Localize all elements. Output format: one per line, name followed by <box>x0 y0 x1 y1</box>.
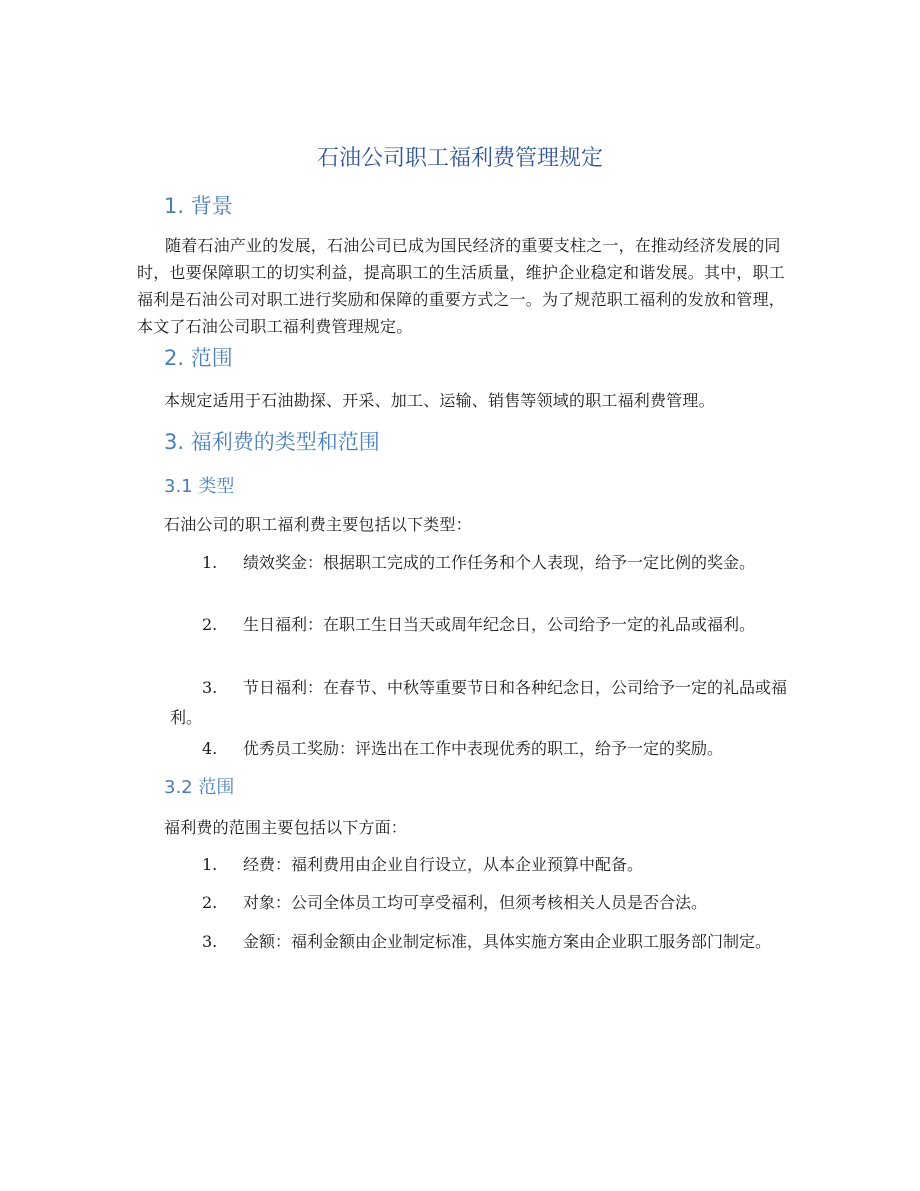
list-item-text: 优秀员工奖励：评选出在工作中表现优秀的职工，给予一定的奖励。 <box>243 739 724 758</box>
subsection-heading-types: 3.1 类型 <box>164 476 235 497</box>
list-item-number: 3. <box>202 932 218 951</box>
list-item <box>170 888 791 918</box>
scope-paragraph: 本规定适用于石油勘探、开采、加工、运输、销售等领域的职工福利费管理。 <box>164 391 715 410</box>
list-item-text: 经费：福利费用由企业自行设立，从本企业预算中配备。 <box>243 855 644 874</box>
list-item-text: 对象：公司全体员工均可享受福利，但须考核相关人员是否合法。 <box>243 893 708 912</box>
document-title: 石油公司职工福利费管理规定 <box>316 146 603 171</box>
types-intro: 石油公司的职工福利费主要包括以下类型： <box>164 515 472 534</box>
list-item-text: 绩效奖金：根据职工完成的工作任务和个人表现，给予一定比例的奖金。 <box>243 553 756 572</box>
list-item-number: 2. <box>202 893 218 912</box>
list-item <box>170 927 791 957</box>
list-item-text: 节日福利：在春节、中秋等重要节日和各种纪念日，公司给予一定的礼品或福利。 <box>170 678 788 727</box>
list-item <box>170 734 791 764</box>
list-item-text: 金额：福利金额由企业制定标准，具体实施方案由企业职工服务部门制定。 <box>243 932 772 951</box>
list-item-number: 1. <box>202 553 218 572</box>
list-item <box>170 850 791 880</box>
list-item-text: 生日福利：在职工生日当天或周年纪念日，公司给予一定的礼品或福利。 <box>243 615 756 634</box>
list-item-number: 3. <box>202 678 218 697</box>
list-item-number: 1. <box>202 855 218 874</box>
section-heading-background: 1. 背景 <box>164 194 233 218</box>
list-item <box>170 673 791 733</box>
scope-intro: 福利费的范围主要包括以下方面： <box>164 818 408 837</box>
list-item-number: 2. <box>202 615 218 634</box>
section-heading-scope: 2. 范围 <box>164 346 233 370</box>
list-item <box>170 610 791 640</box>
list-item <box>170 548 791 578</box>
section-heading-welfare-types-scope: 3. 福利费的类型和范围 <box>164 430 380 454</box>
subsection-heading-scope: 3.2 范围 <box>164 777 235 798</box>
background-paragraph: 随着石油产业的发展，石油公司已成为国民经济的重要支柱之一，在推动经济发展的同时，也要保障职工的切实利益，提高职工的生活质量，维护企业稳定和谐发展。其中，职工福利是石油公司对职工进行奖励和保障的重要方式之一。为了规范职工福利的发放和管理，本文了石油公司职工福利费管理规定。 <box>137 236 786 336</box>
list-item-number: 4. <box>202 739 218 758</box>
